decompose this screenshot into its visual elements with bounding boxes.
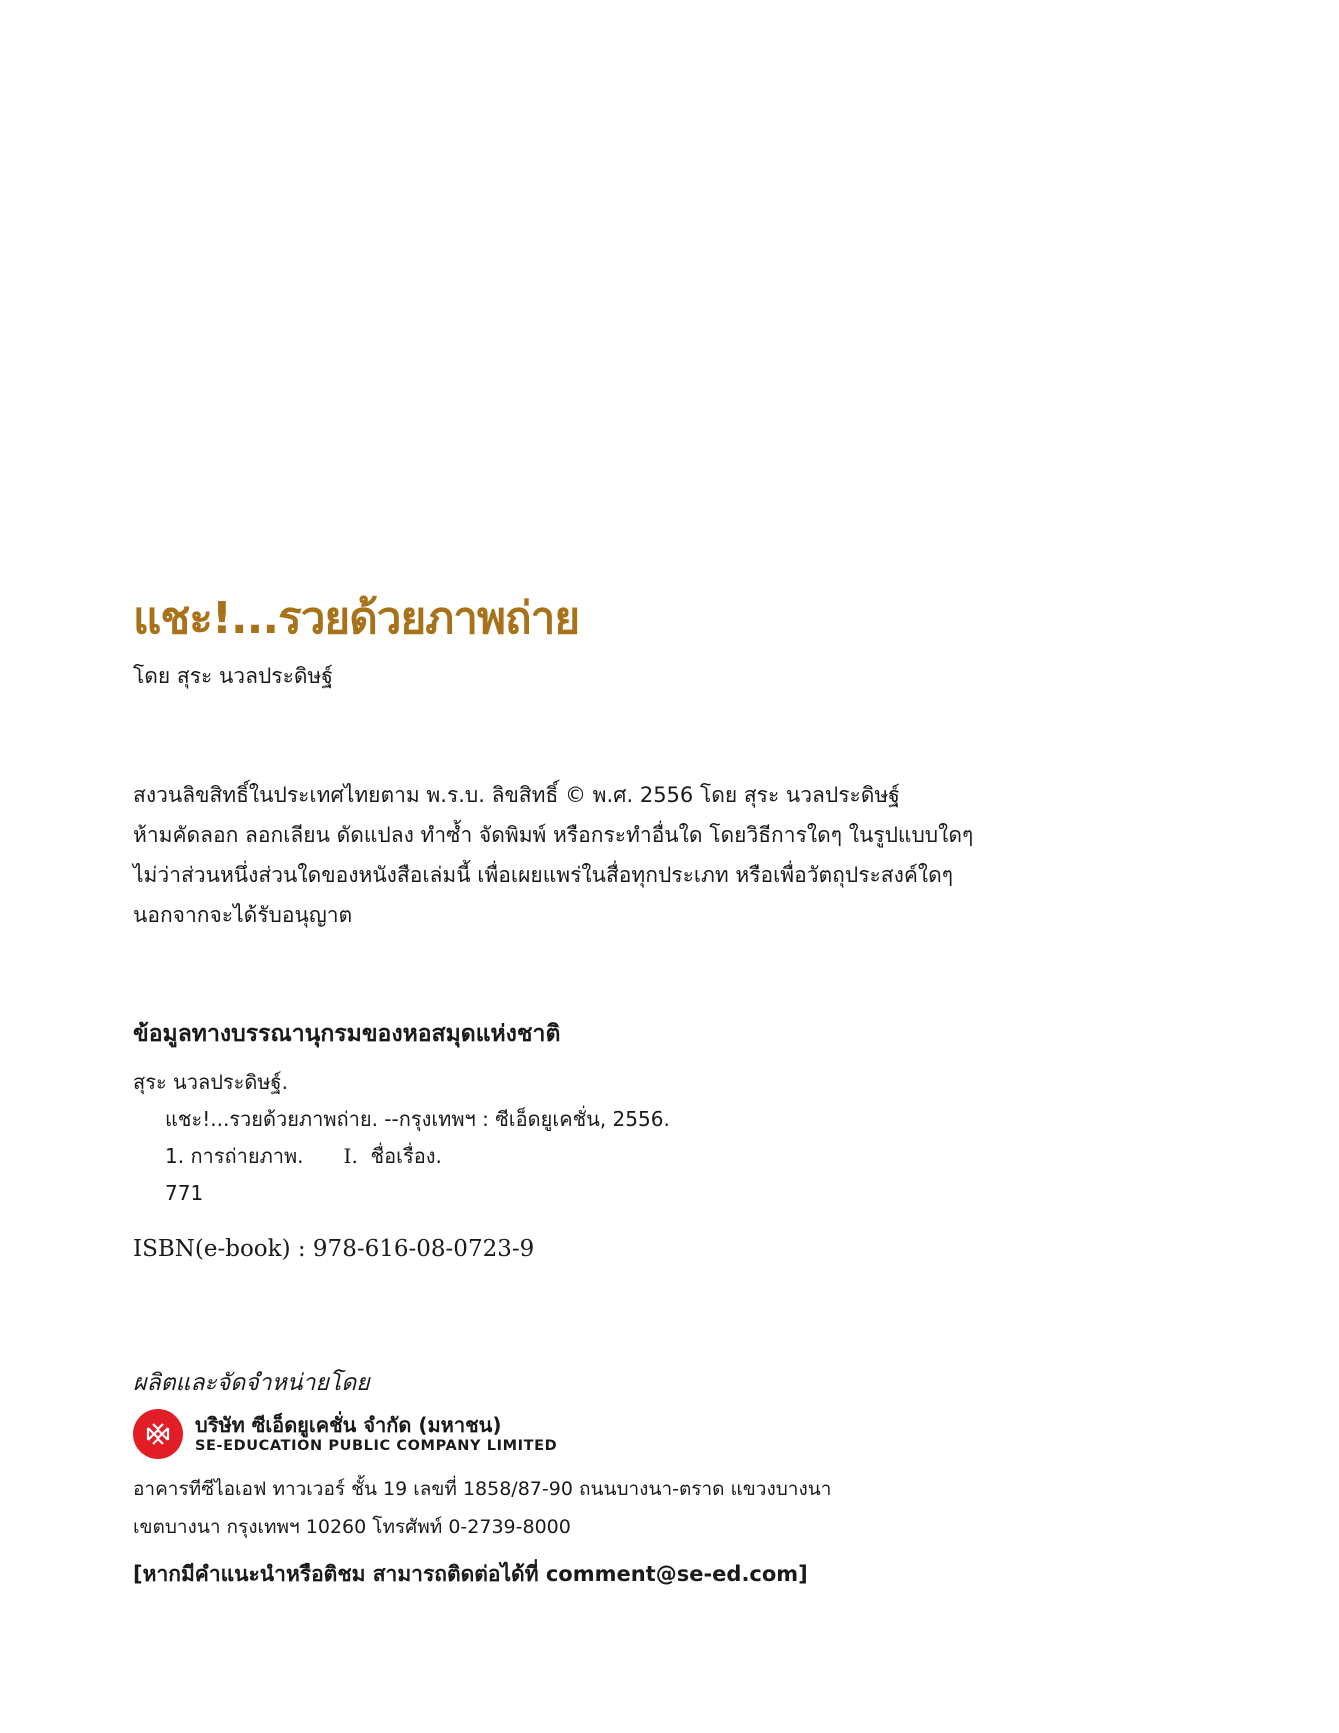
copyright-line: สงวนลิขสิทธิ์ในประเทศไทยตาม พ.ร.บ. ลิขสิทธิ์ © พ.ศ. 2556 โดย สุระ นวลประดิษฐ์	[133, 783, 900, 807]
address-line: อาคารทีซีไอเอฟ ทาวเวอร์ ชั้น 19 เลขที่ 1858/87-90 ถนนบางนา-ตราด แขวงบางนา	[133, 1478, 832, 1500]
publisher-logo-row	[133, 1408, 557, 1460]
author-line: โดย สุระ นวลประดิษฐ์	[133, 664, 333, 688]
cip-author: สุระ นวลประดิษฐ์.	[133, 1070, 288, 1094]
copyright-line: ไม่ว่าส่วนหนึ่งส่วนใดของหนังสือเล่มนี้ เพื่อเผยแพร่ในสื่อทุกประเภท หรือเพื่อวัตถุประสงค์ใดๆ	[133, 863, 954, 887]
cip-subject-line	[133, 1138, 670, 1175]
cip-block	[133, 1064, 670, 1212]
book-title: แชะ!...รวยด้วยภาพถ่าย	[133, 593, 580, 644]
contact-note: [หากมีคำแนะนำหรือติชม สามารถติดต่อได้ที่ comment@se-ed.com]	[133, 1562, 808, 1586]
isbn: ISBN(e-book) : 978-616-08-0723-9	[133, 1236, 535, 1262]
cip-heading: ข้อมูลทางบรรณานุกรมของหอสมุดแห่งชาติ	[133, 1020, 561, 1047]
publisher-name	[195, 1413, 557, 1455]
cip-subject: 1. การถ่ายภาพ.	[165, 1144, 304, 1168]
copyright-line: นอกจากจะได้รับอนุญาต	[133, 903, 353, 927]
copyright-notice	[133, 775, 1133, 935]
cip-title-entry: ชื่อเรื่อง.	[370, 1144, 442, 1168]
cip-roman-numeral: I.	[343, 1144, 358, 1168]
company-name-thai: บริษัท ซีเอ็ดยูเคชั่น จำกัด (มหาชน)	[195, 1413, 502, 1437]
copyright-line: ห้ามคัดลอก ลอกเลียน ดัดแปลง ทำซ้ำ จัดพิมพ์ หรือกระทำอื่นใด โดยวิธีการใดๆ ในรูปแบบใดๆ	[133, 823, 974, 847]
cip-title-line: แชะ!...รวยด้วยภาพถ่าย. --กรุงเทพฯ : ซีเอ็ดยูเคชั่น, 2556.	[165, 1107, 670, 1131]
publisher-address	[133, 1470, 831, 1546]
se-ed-logo-icon	[133, 1409, 183, 1459]
producer-label: ผลิตและจัดจำหน่ายโดย	[133, 1370, 370, 1396]
company-name-english: SE-EDUCATION PUBLIC COMPANY LIMITED	[195, 1438, 558, 1454]
address-line: เขตบางนา กรุงเทพฯ 10260 โทรศัพท์ 0-2739-8000	[133, 1516, 571, 1538]
cip-class-number: 771	[165, 1181, 204, 1205]
